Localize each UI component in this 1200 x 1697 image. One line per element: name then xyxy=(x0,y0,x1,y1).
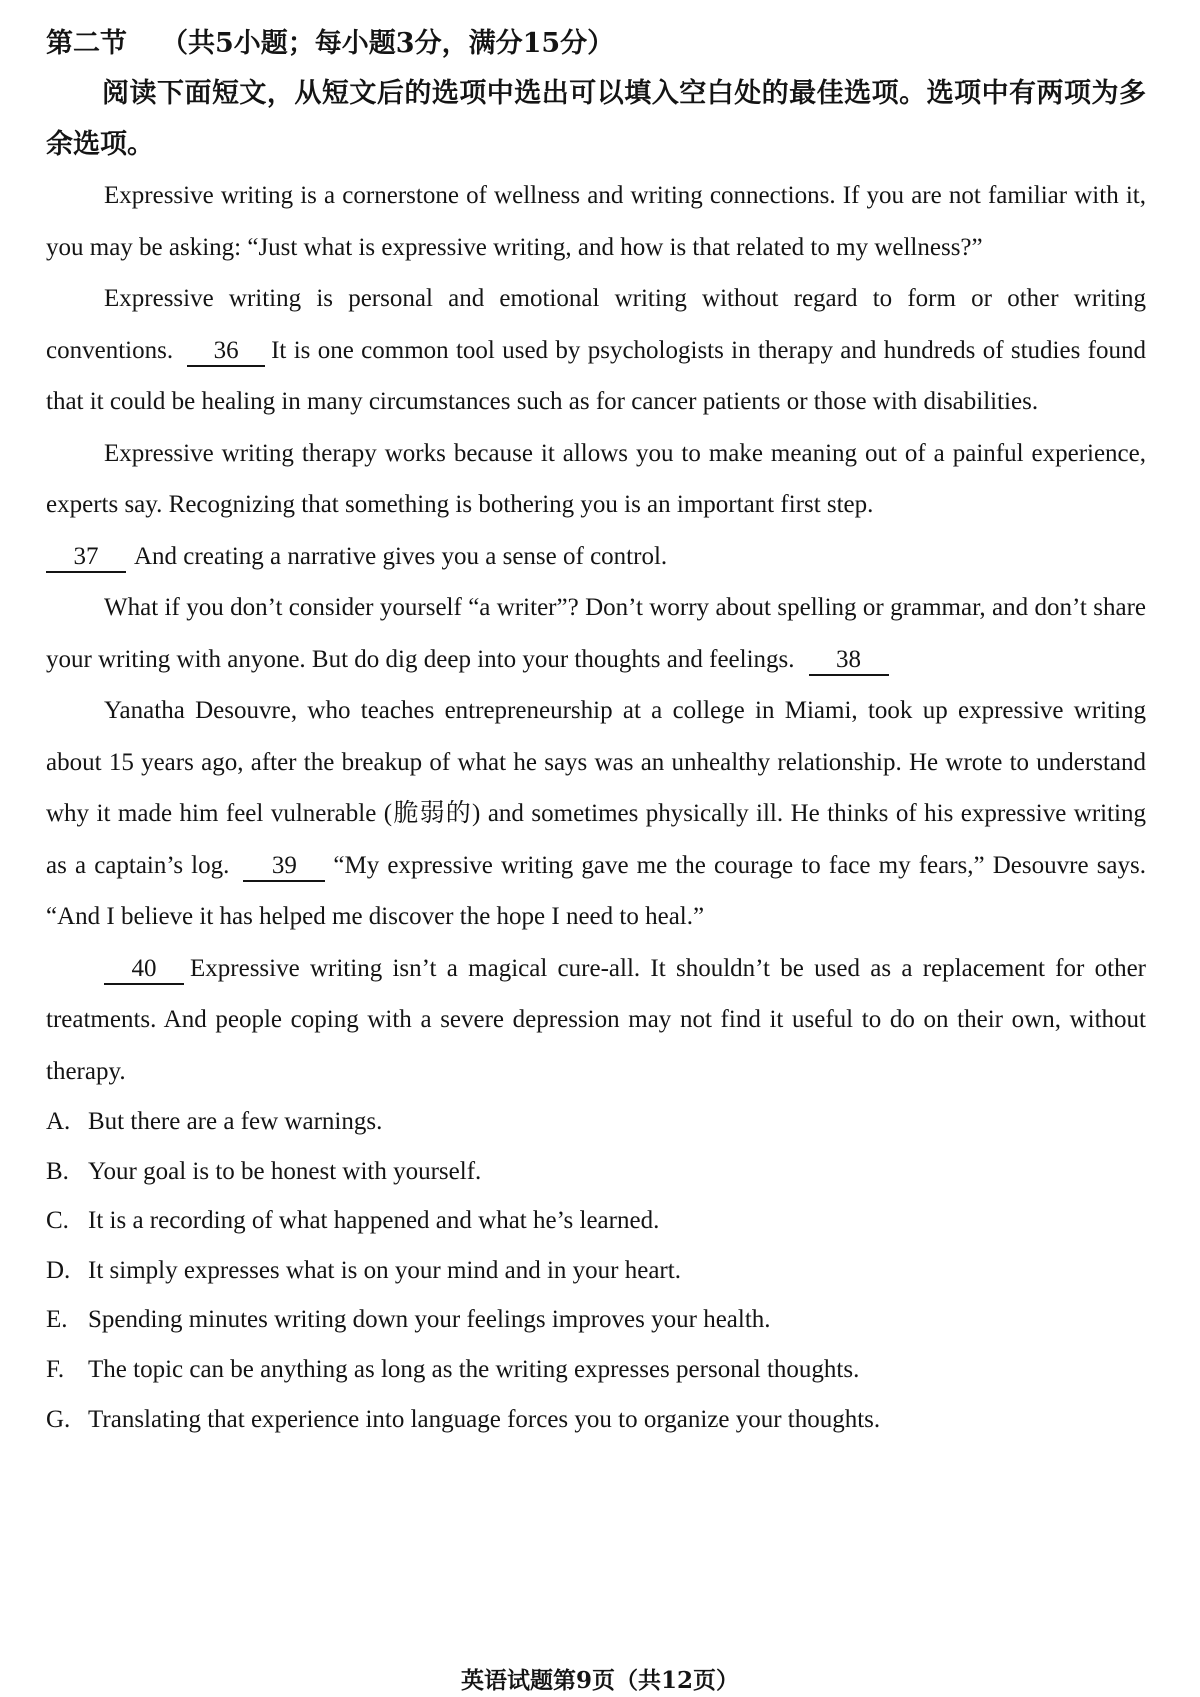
option-text: The topic can be anything as long as the writing expresses personal thoughts. xyxy=(88,1355,860,1383)
page-footer: 英语试题第9页（共12页） xyxy=(460,1667,739,1694)
passage-paragraph-6 xyxy=(46,943,1146,1098)
option-letter: E. xyxy=(46,1306,68,1334)
paragraph-text: Expressive writing therapy works because it allows you to make meaning out of a painful experience, experts say. Recognizing that something is bothering you is an important first step. xyxy=(46,439,1146,518)
blank-37: 37 xyxy=(46,543,126,573)
option-b xyxy=(46,1147,1146,1197)
option-letter: A. xyxy=(46,1108,71,1135)
option-text: But there are a few warnings. xyxy=(88,1108,383,1135)
passage-paragraph-5 xyxy=(46,685,1146,943)
option-letter: G. xyxy=(46,1405,71,1433)
section-heading xyxy=(46,20,1146,68)
paragraph-text: It is one common tool used by psychologists in therapy and hundreds of studies found that it could be healing in many circumstances such as for cancer patients or those with disabilities. xyxy=(46,336,1146,415)
option-text: Your goal is to be honest with yourself. xyxy=(88,1157,482,1185)
option-c xyxy=(46,1196,1146,1246)
answer-options xyxy=(46,1097,1146,1444)
option-text: Spending minutes writing down your feelings improves your health. xyxy=(88,1306,771,1334)
exam-page xyxy=(46,20,1146,1444)
option-d xyxy=(46,1246,1146,1296)
blank-39: 39 xyxy=(243,852,325,882)
paragraph-text: Yanatha Desouvre, who teaches entrepreneurship at a college in Miami, took up expressive writing about 15 years ago, after the breakup of what he says was an unhealthy relationship. He wrote to understand why it made him feel vulnerable (脆弱的) and sometimes physically ill. He thinks of his expressive writing as a captain’s log. xyxy=(46,697,1146,879)
blank-36: 36 xyxy=(187,337,265,367)
option-letter: F. xyxy=(46,1355,65,1383)
section-title: 第二节 xyxy=(46,28,127,59)
paragraph-text: Expressive writing isn’t a magical cure-all. It shouldn’t be used as a replacement for other treatments. And people coping with a severe depression may not find it useful to do on their own, without therapy. xyxy=(46,954,1146,1085)
blank-38: 38 xyxy=(809,646,889,676)
option-g xyxy=(46,1395,1146,1445)
option-a xyxy=(46,1097,1146,1147)
paragraph-text: What if you don’t consider yourself “a writer”? Don’t worry about spelling or grammar, and don’t share your writing with anyone. But do dig deep into your thoughts and feelings. xyxy=(46,594,1146,673)
option-letter: C. xyxy=(46,1207,69,1235)
option-letter: B. xyxy=(46,1157,69,1185)
instructions: 阅读下面短文，从短文后的选项中选出可以填入空白处的最佳选项。选项中有两项为多余选项。 xyxy=(46,78,1146,160)
paragraph-text: Expressive writing is personal and emotional writing without regard to form or other writing conventions. xyxy=(46,285,1146,364)
option-e xyxy=(46,1295,1146,1345)
section-detail: （共5小题；每小题3分，满分15分） xyxy=(161,28,615,59)
passage-paragraph-1: Expressive writing is a cornerstone of wellness and writing connections. If you are not familiar with it, you may be asking: “Just what is expressive writing, and how is that related to my wellness?” xyxy=(46,182,1146,261)
option-letter: D. xyxy=(46,1256,71,1284)
passage-paragraph-4 xyxy=(46,582,1146,685)
blank-40: 40 xyxy=(104,955,184,985)
passage-paragraph-2 xyxy=(46,273,1146,428)
option-text: It simply expresses what is on your mind and in your heart. xyxy=(88,1256,681,1284)
option-text: Translating that experience into language forces you to organize your thoughts. xyxy=(88,1405,881,1433)
option-f xyxy=(46,1345,1146,1395)
paragraph-text: And creating a narrative gives you a sense of control. xyxy=(134,542,668,570)
option-text: It is a recording of what happened and what he’s learned. xyxy=(88,1207,660,1235)
passage-paragraph-3 xyxy=(46,428,1146,583)
paragraph-text: “My expressive writing gave me the courage to face my fears,” Desouvre says. “And I believe it has helped me discover the hope I need to heal.” xyxy=(46,851,1146,930)
